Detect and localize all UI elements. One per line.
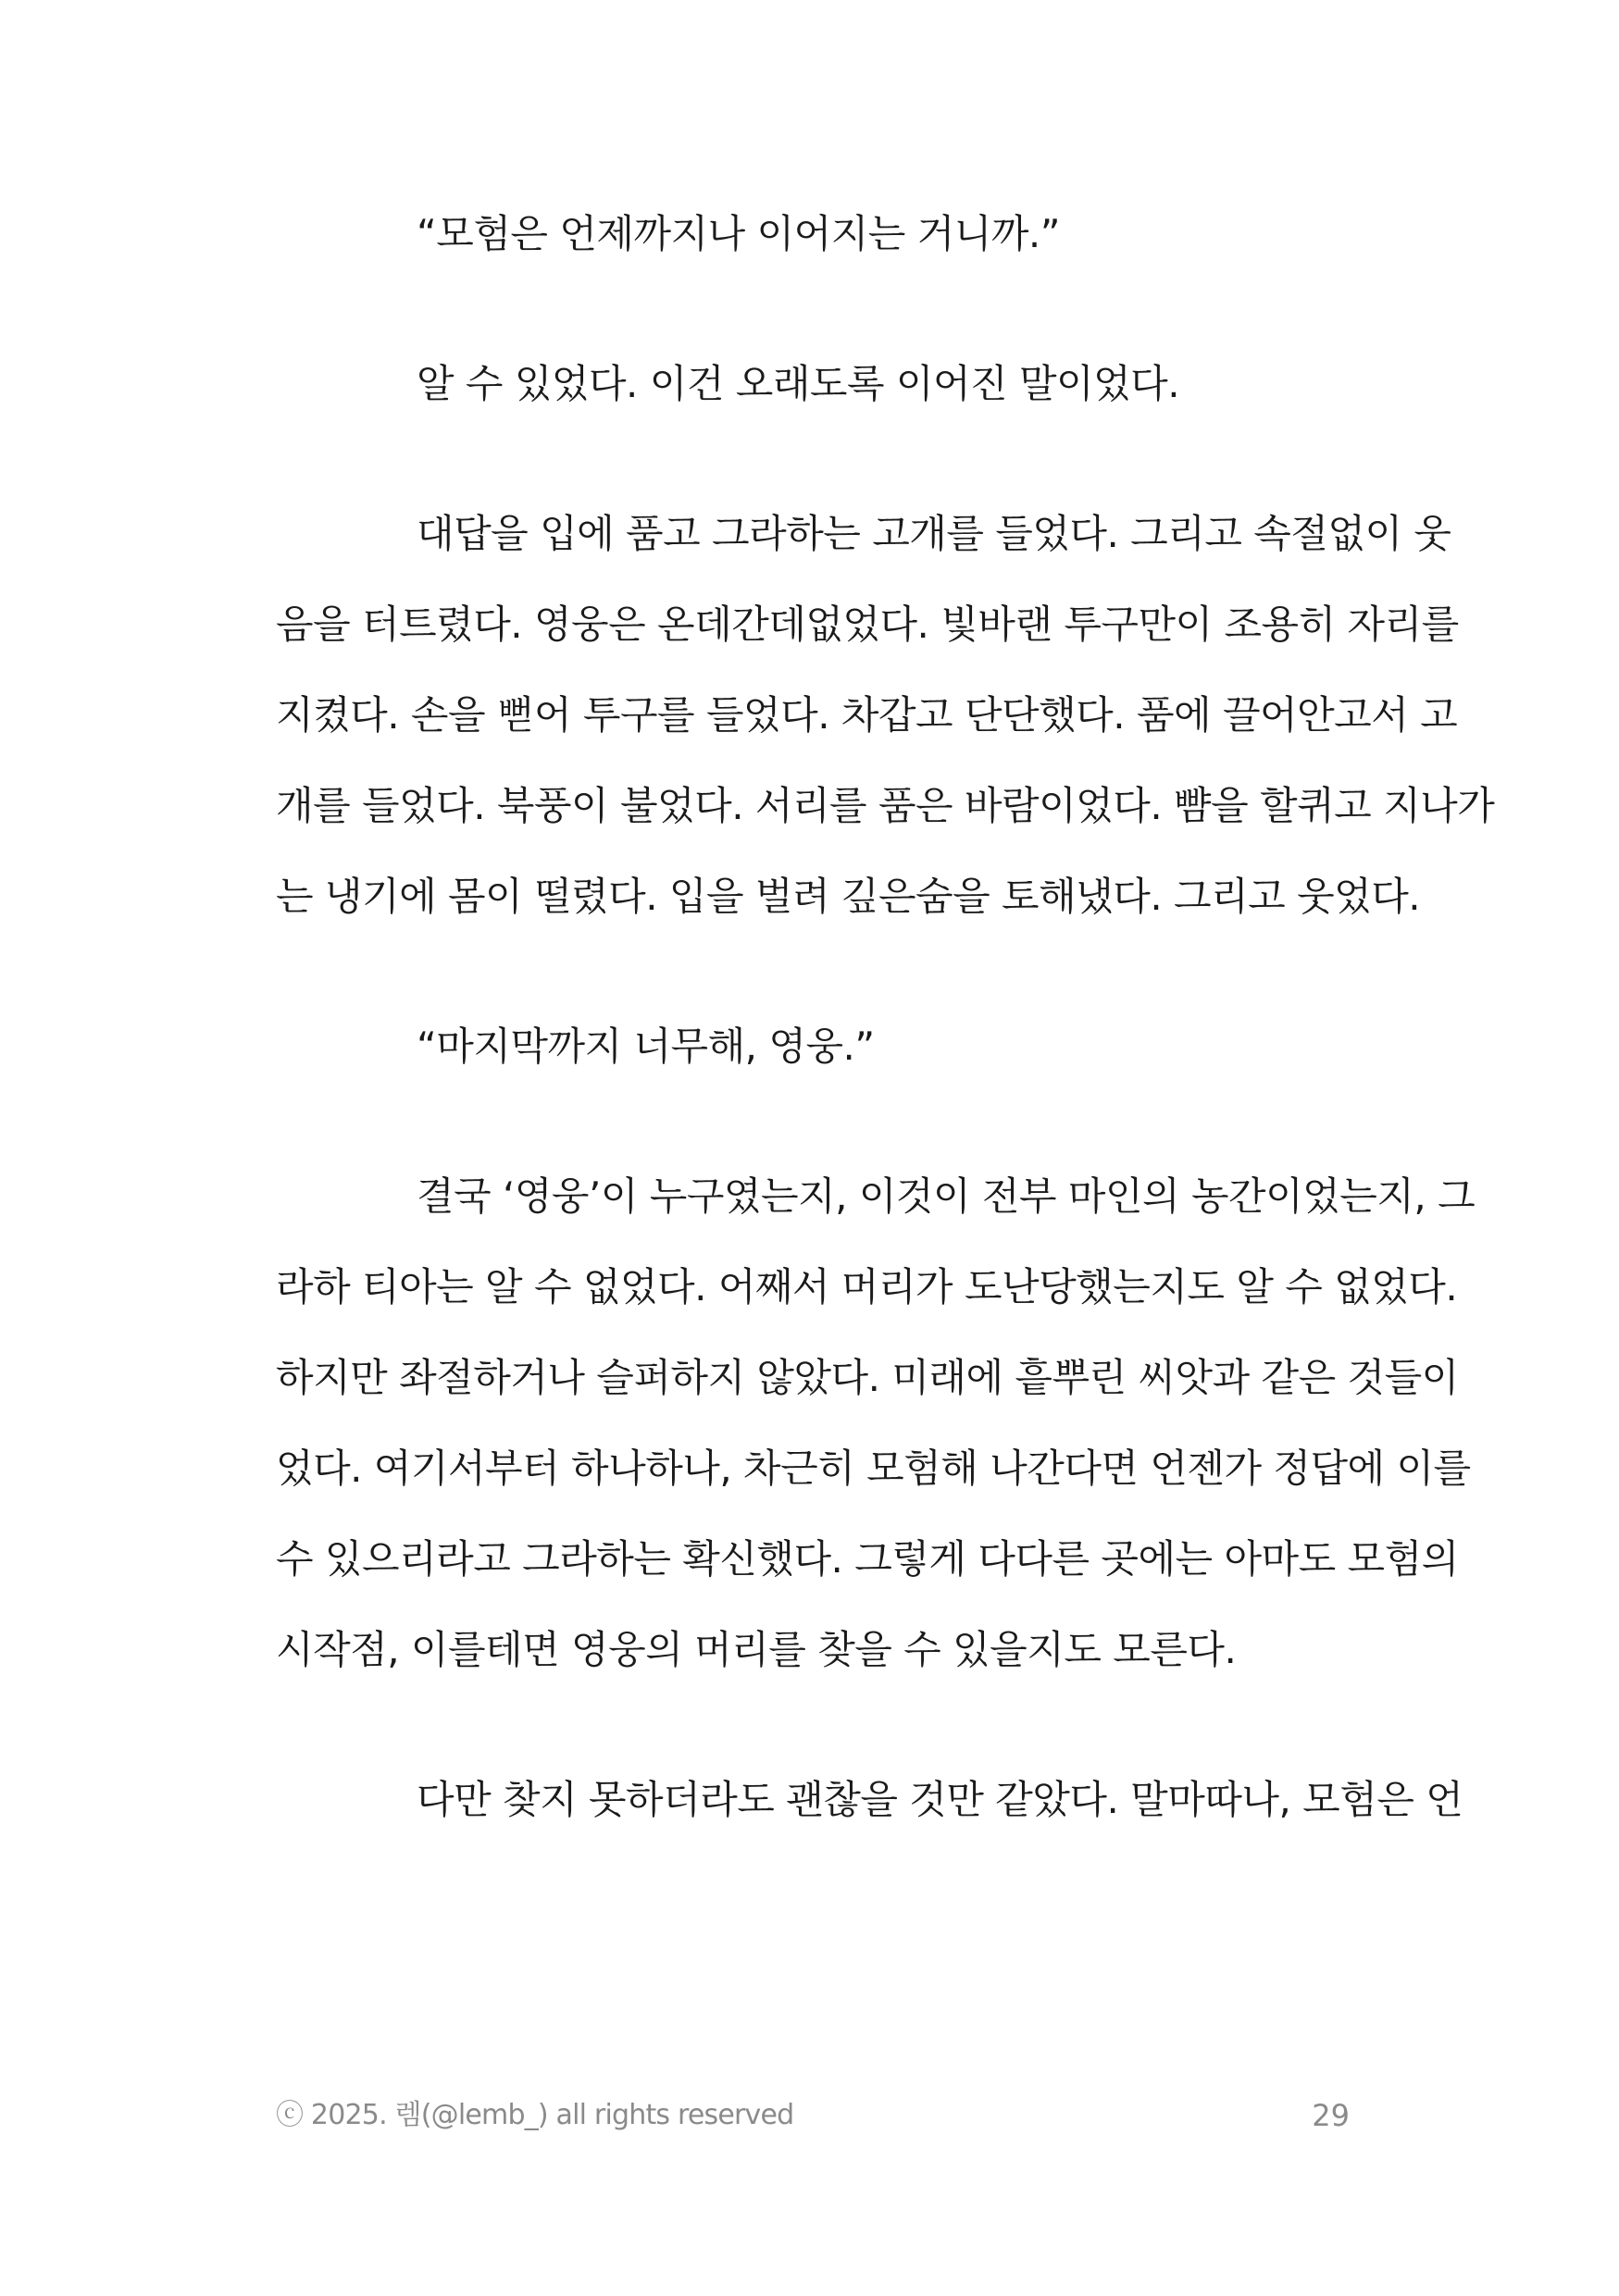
paragraph-line: 시작점, 이를테면 영웅의 머리를 찾을 수 있을지도 모른다. xyxy=(276,1627,1237,1672)
paragraph-line: 하지만 좌절하거나 슬퍼하지 않았다. 미래에 흩뿌린 씨앗과 같은 것들이 xyxy=(276,1355,1459,1400)
copyright-notice: ⓒ 2025. 렘(@lemb_) all rights reserved xyxy=(276,2099,794,2131)
dialogue-line: “마지막까지 너무해, 영웅.” xyxy=(417,1024,875,1069)
paragraph-line: 알 수 있었다. 이건 오래도록 이어진 말이었다. xyxy=(417,361,1180,406)
paragraph-line: 라하 티아는 알 수 없었다. 어째서 머리가 도난당했는지도 알 수 없었다. xyxy=(276,1264,1458,1309)
paragraph-line: 결국 ‘영웅’이 누구였는지, 이것이 전부 마인의 농간이었는지, 그 xyxy=(417,1173,1476,1219)
paragraph-line: 는 냉기에 몸이 떨렸다. 입을 벌려 깊은숨을 토해냈다. 그리고 웃었다. xyxy=(276,874,1421,919)
paragraph-line: 대답을 입에 품고 그라하는 고개를 들었다. 그리고 속절없이 웃 xyxy=(417,511,1451,556)
paragraph-line: 지켰다. 손을 뻗어 투구를 들었다. 차갑고 단단했다. 품에 끌어안고서 고 xyxy=(276,692,1458,738)
page-number: 29 xyxy=(1312,2098,1350,2133)
paragraph-line: 개를 들었다. 북풍이 불었다. 서리를 품은 바람이었다. 뺨을 할퀴고 지나가 xyxy=(276,783,1495,828)
paragraph-line: 수 있으리라고 그라하는 확신했다. 그렇게 다다른 곳에는 아마도 모험의 xyxy=(276,1536,1459,1582)
paragraph-line: 었다. 여기서부터 하나하나, 차근히 모험해 나간다면 언젠가 정답에 이를 xyxy=(276,1446,1471,1491)
paragraph-line: 음을 터트렸다. 영웅은 온데간데없었다. 빛바랜 투구만이 조용히 자리를 xyxy=(276,602,1459,647)
paragraph-line: 다만 찾지 못하더라도 괜찮을 것만 같았다. 말마따나, 모험은 언 xyxy=(417,1777,1463,1822)
dialogue-line: “모험은 언제까지나 이어지는 거니까.” xyxy=(417,211,1061,256)
